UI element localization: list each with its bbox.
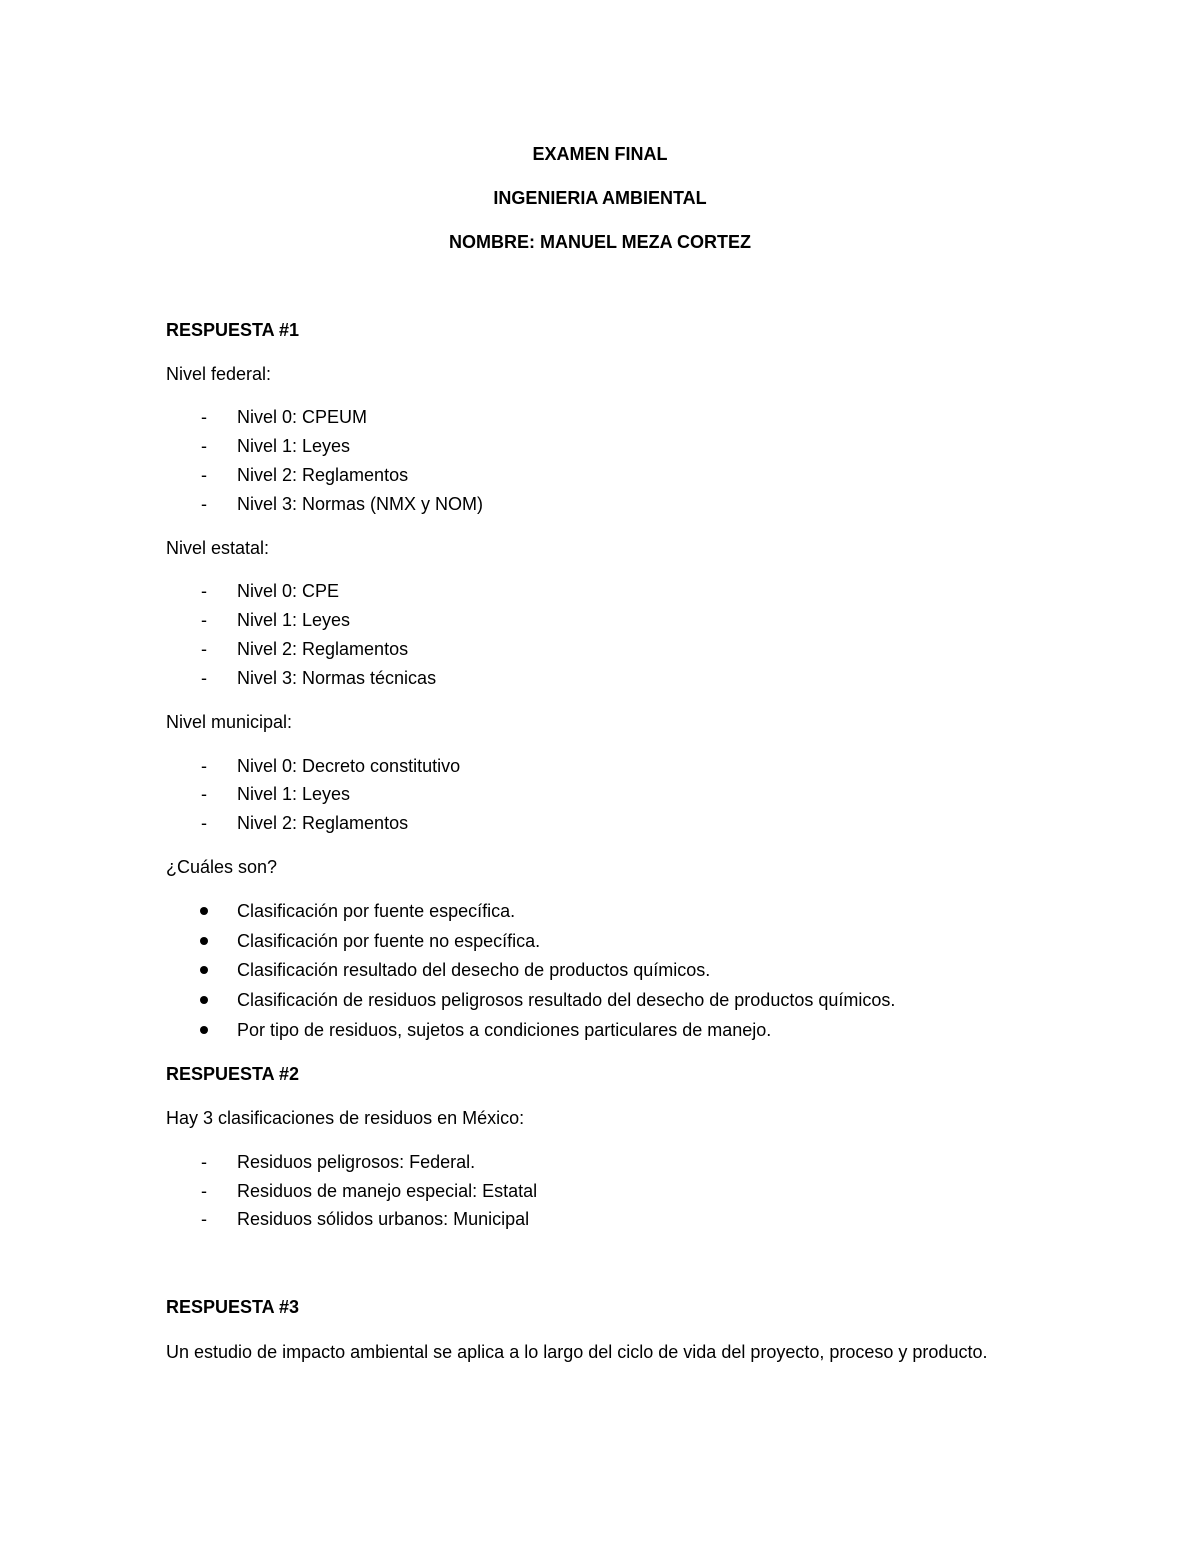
bullet-icon xyxy=(200,996,208,1004)
dash-marker: - xyxy=(201,813,207,833)
bullet-icon xyxy=(200,907,208,915)
document-subject: INGENIERIA AMBIENTAL xyxy=(493,188,707,208)
municipal-item: Nivel 1: Leyes xyxy=(237,784,351,804)
dash-marker: - xyxy=(201,639,207,659)
dash-marker: - xyxy=(201,1152,207,1172)
dash-marker: - xyxy=(201,668,207,688)
dash-marker: - xyxy=(201,1181,207,1201)
dash-marker: - xyxy=(201,756,207,776)
estatal-item: Nivel 2: Reglamentos xyxy=(237,639,409,659)
dash-marker: - xyxy=(201,436,207,456)
municipal-item: Nivel 2: Reglamentos xyxy=(237,813,409,833)
answer-3-heading: RESPUESTA #3 xyxy=(166,1297,300,1317)
bullet-icon xyxy=(200,1026,208,1034)
dash-marker: - xyxy=(201,581,207,601)
waste-type-item: Residuos peligrosos: Federal. xyxy=(237,1152,476,1172)
question-label: ¿Cuáles son? xyxy=(166,857,278,877)
dash-marker: - xyxy=(201,494,207,514)
municipal-item: Nivel 0: Decreto constitutivo xyxy=(237,756,461,776)
document-title: EXAMEN FINAL xyxy=(532,144,668,164)
answer-2-heading: RESPUESTA #2 xyxy=(166,1064,300,1084)
answer-2-intro: Hay 3 clasificaciones de residuos en México: xyxy=(166,1108,525,1128)
classification-item: Clasificación por fuente no específica. xyxy=(237,931,541,951)
student-name: NOMBRE: MANUEL MEZA CORTEZ xyxy=(449,232,751,252)
classification-item: Clasificación por fuente específica. xyxy=(237,901,516,921)
dash-marker: - xyxy=(201,1209,207,1229)
dash-marker: - xyxy=(201,784,207,804)
waste-type-item: Residuos de manejo especial: Estatal xyxy=(237,1181,538,1201)
estatal-label: Nivel estatal: xyxy=(166,538,270,558)
waste-type-item: Residuos sólidos urbanos: Municipal xyxy=(237,1209,530,1229)
answer-1-heading: RESPUESTA #1 xyxy=(166,320,300,340)
estatal-item: Nivel 3: Normas técnicas xyxy=(237,668,437,688)
federal-item: Nivel 3: Normas (NMX y NOM) xyxy=(237,494,484,514)
estatal-item: Nivel 1: Leyes xyxy=(237,610,351,630)
answer-3-text: Un estudio de impacto ambiental se aplica a lo largo del ciclo de vida del proyecto, proceso y producto. xyxy=(166,1342,988,1362)
dash-marker: - xyxy=(201,610,207,630)
classification-item: Por tipo de residuos, sujetos a condiciones particulares de manejo. xyxy=(237,1020,772,1040)
federal-item: Nivel 0: CPEUM xyxy=(237,407,368,427)
dash-marker: - xyxy=(201,465,207,485)
estatal-item: Nivel 0: CPE xyxy=(237,581,340,601)
dash-marker: - xyxy=(201,407,207,427)
federal-item: Nivel 1: Leyes xyxy=(237,436,351,456)
classification-item: Clasificación resultado del desecho de productos químicos. xyxy=(237,960,711,980)
municipal-label: Nivel municipal: xyxy=(166,712,293,732)
bullet-icon xyxy=(200,966,208,974)
federal-label: Nivel federal: xyxy=(166,364,272,384)
bullet-icon xyxy=(200,937,208,945)
classification-item: Clasificación de residuos peligrosos resultado del desecho de productos químicos. xyxy=(237,990,896,1010)
federal-item: Nivel 2: Reglamentos xyxy=(237,465,409,485)
